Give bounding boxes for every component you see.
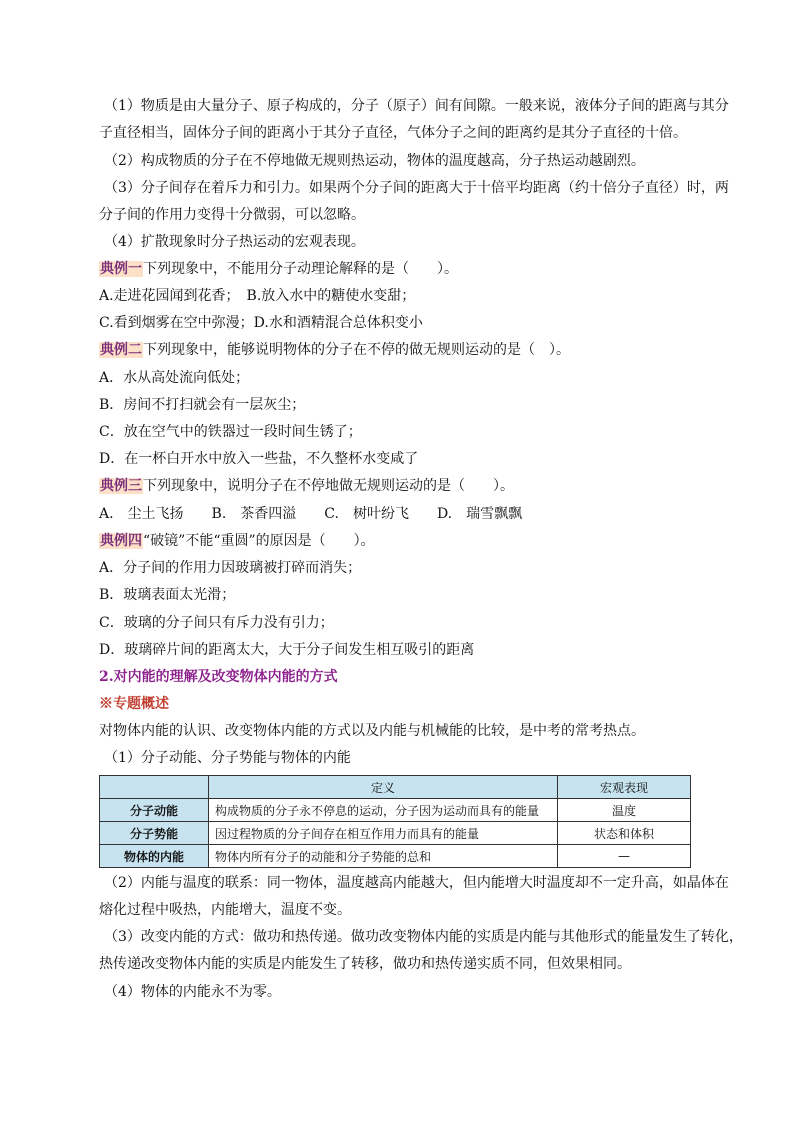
section-2-para-2-line-2: 熔化过程中吸热，内能增大，温度不变。 bbox=[99, 902, 351, 918]
table-header-cell: 宏观表现 bbox=[558, 776, 691, 799]
section-2-para-3-line-2: 热传递改变物体内能的实质是内能发生了转移，做功和热传递实质不同，但效果相同。 bbox=[99, 956, 631, 972]
paragraph-3-line-1: （3）分子间存在着斥力和引力。如果两个分子间的距离大于十倍平均距离（约十倍分子直径）时，两 bbox=[104, 180, 729, 196]
example-question-text: 下列现象中，能够说明物体的分子在不停的做无规则运动的是（ ）。 bbox=[143, 342, 570, 358]
table-header-cell bbox=[100, 776, 209, 799]
table-row-header: 分子势能 bbox=[100, 822, 209, 845]
example-4-question bbox=[99, 532, 699, 550]
table-row bbox=[100, 822, 691, 845]
table-row bbox=[100, 799, 691, 822]
table-cell: 物体内所有分子的动能和分子势能的总和 bbox=[209, 845, 558, 868]
table-cell: — bbox=[558, 845, 691, 868]
example-2-option: C．放在空气中的铁器过一段时间生锈了； bbox=[99, 424, 362, 440]
example-2-option: B．房间不打扫就会有一层灰尘； bbox=[99, 397, 306, 413]
section-2-para-2-line-1: （2）内能与温度的联系：同一物体，温度越高内能越大，但内能增大时温度却不一定升高，如晶体在 bbox=[104, 875, 729, 891]
section-2-intro: 对物体内能的认识、改变物体内能的方式以及内能与机械能的比较，是中考的常考热点。 bbox=[99, 723, 645, 739]
example-4-option: C．玻璃的分子间只有斥力没有引力； bbox=[99, 615, 334, 631]
paragraph-1-line-1: （1）物质是由大量分子、原子构成的，分子（原子）间有间隙。一般来说，液体分子间的距离与其分 bbox=[104, 98, 729, 114]
example-1-question bbox=[99, 260, 699, 278]
table-cell: 构成物质的分子永不停息的运动，分子因为运动而具有的能量 bbox=[209, 799, 558, 822]
example-1-option: C.看到烟雾在空中弥漫；D.水和酒精混合总体积变小 bbox=[99, 315, 423, 331]
table-row-header: 物体的内能 bbox=[100, 845, 209, 868]
example-question-text: 下列现象中，说明分子在不停地做无规则运动的是（ ）。 bbox=[143, 478, 514, 494]
example-tag: 典例四 bbox=[100, 533, 142, 549]
example-2-question bbox=[99, 341, 699, 359]
section-2-sub-1: （1）分子动能、分子势能与物体的内能 bbox=[104, 750, 351, 766]
table-header-cell: 定义 bbox=[209, 776, 558, 799]
paragraph-1-line-2: 子直径相当，固体分子间的距离小于其分子直径，气体分子之间的距离约是其分子直径的十倍。 bbox=[99, 125, 687, 141]
example-2-option: D．在一杯白开水中放入一些盐，不久整杯水变咸了 bbox=[99, 451, 419, 467]
example-3-option: A. 尘土飞扬 B. 茶香四溢 C. 树叶纷飞 D. 瑞雪飘飘 bbox=[99, 506, 523, 522]
table-row bbox=[100, 845, 691, 868]
paragraph-4: （4）扩散现象时分子热运动的宏观表现。 bbox=[104, 234, 365, 250]
example-question-text: 下列现象中，不能用分子动理论解释的是（ ）。 bbox=[143, 261, 458, 277]
example-4-option: B．玻璃表面太光滑； bbox=[99, 587, 236, 603]
example-tag: 典例三 bbox=[100, 478, 142, 494]
example-3-question bbox=[99, 477, 699, 495]
example-tag: 典例一 bbox=[100, 261, 142, 277]
paragraph-2: （2）构成物质的分子在不停地做无规则热运动，物体的温度越高，分子热运动越剧烈。 bbox=[104, 153, 645, 169]
example-tag: 典例二 bbox=[100, 342, 142, 358]
section-2-para-4: （4）物体的内能永不为零。 bbox=[104, 984, 281, 1000]
example-4-option: D．玻璃碎片间的距离太大，大于分子间发生相互吸引的距离 bbox=[99, 642, 475, 658]
section-2-title: 2.对内能的理解及改变物体内能的方式 bbox=[99, 669, 338, 685]
example-1-option: A.走进花园闻到花香； B.放入水中的糖使水变甜； bbox=[99, 288, 416, 304]
example-4-option: A．分子间的作用力因玻璃被打碎而消失； bbox=[99, 560, 362, 576]
example-2-option: A．水从高处流向低处； bbox=[99, 370, 250, 386]
table-cell: 温度 bbox=[558, 799, 691, 822]
example-question-text: “破镜”不能“重圆”的原因是（ ）。 bbox=[143, 533, 375, 549]
table-header-row bbox=[100, 776, 691, 799]
internal-energy-table bbox=[99, 775, 691, 868]
table-cell: 状态和体积 bbox=[558, 822, 691, 845]
paragraph-3-line-2: 分子间的作用力变得十分微弱，可以忽略。 bbox=[99, 207, 365, 223]
table-row-header: 分子动能 bbox=[100, 799, 209, 822]
section-2-para-3-line-1: （3）改变内能的方式：做功和热传递。做功改变物体内能的实质是内能与其他形式的能量发生了转化， bbox=[104, 929, 743, 945]
section-overview-label: ※专题概述 bbox=[99, 696, 169, 712]
table-cell: 因过程物质的分子间存在相互作用力而具有的能量 bbox=[209, 822, 558, 845]
